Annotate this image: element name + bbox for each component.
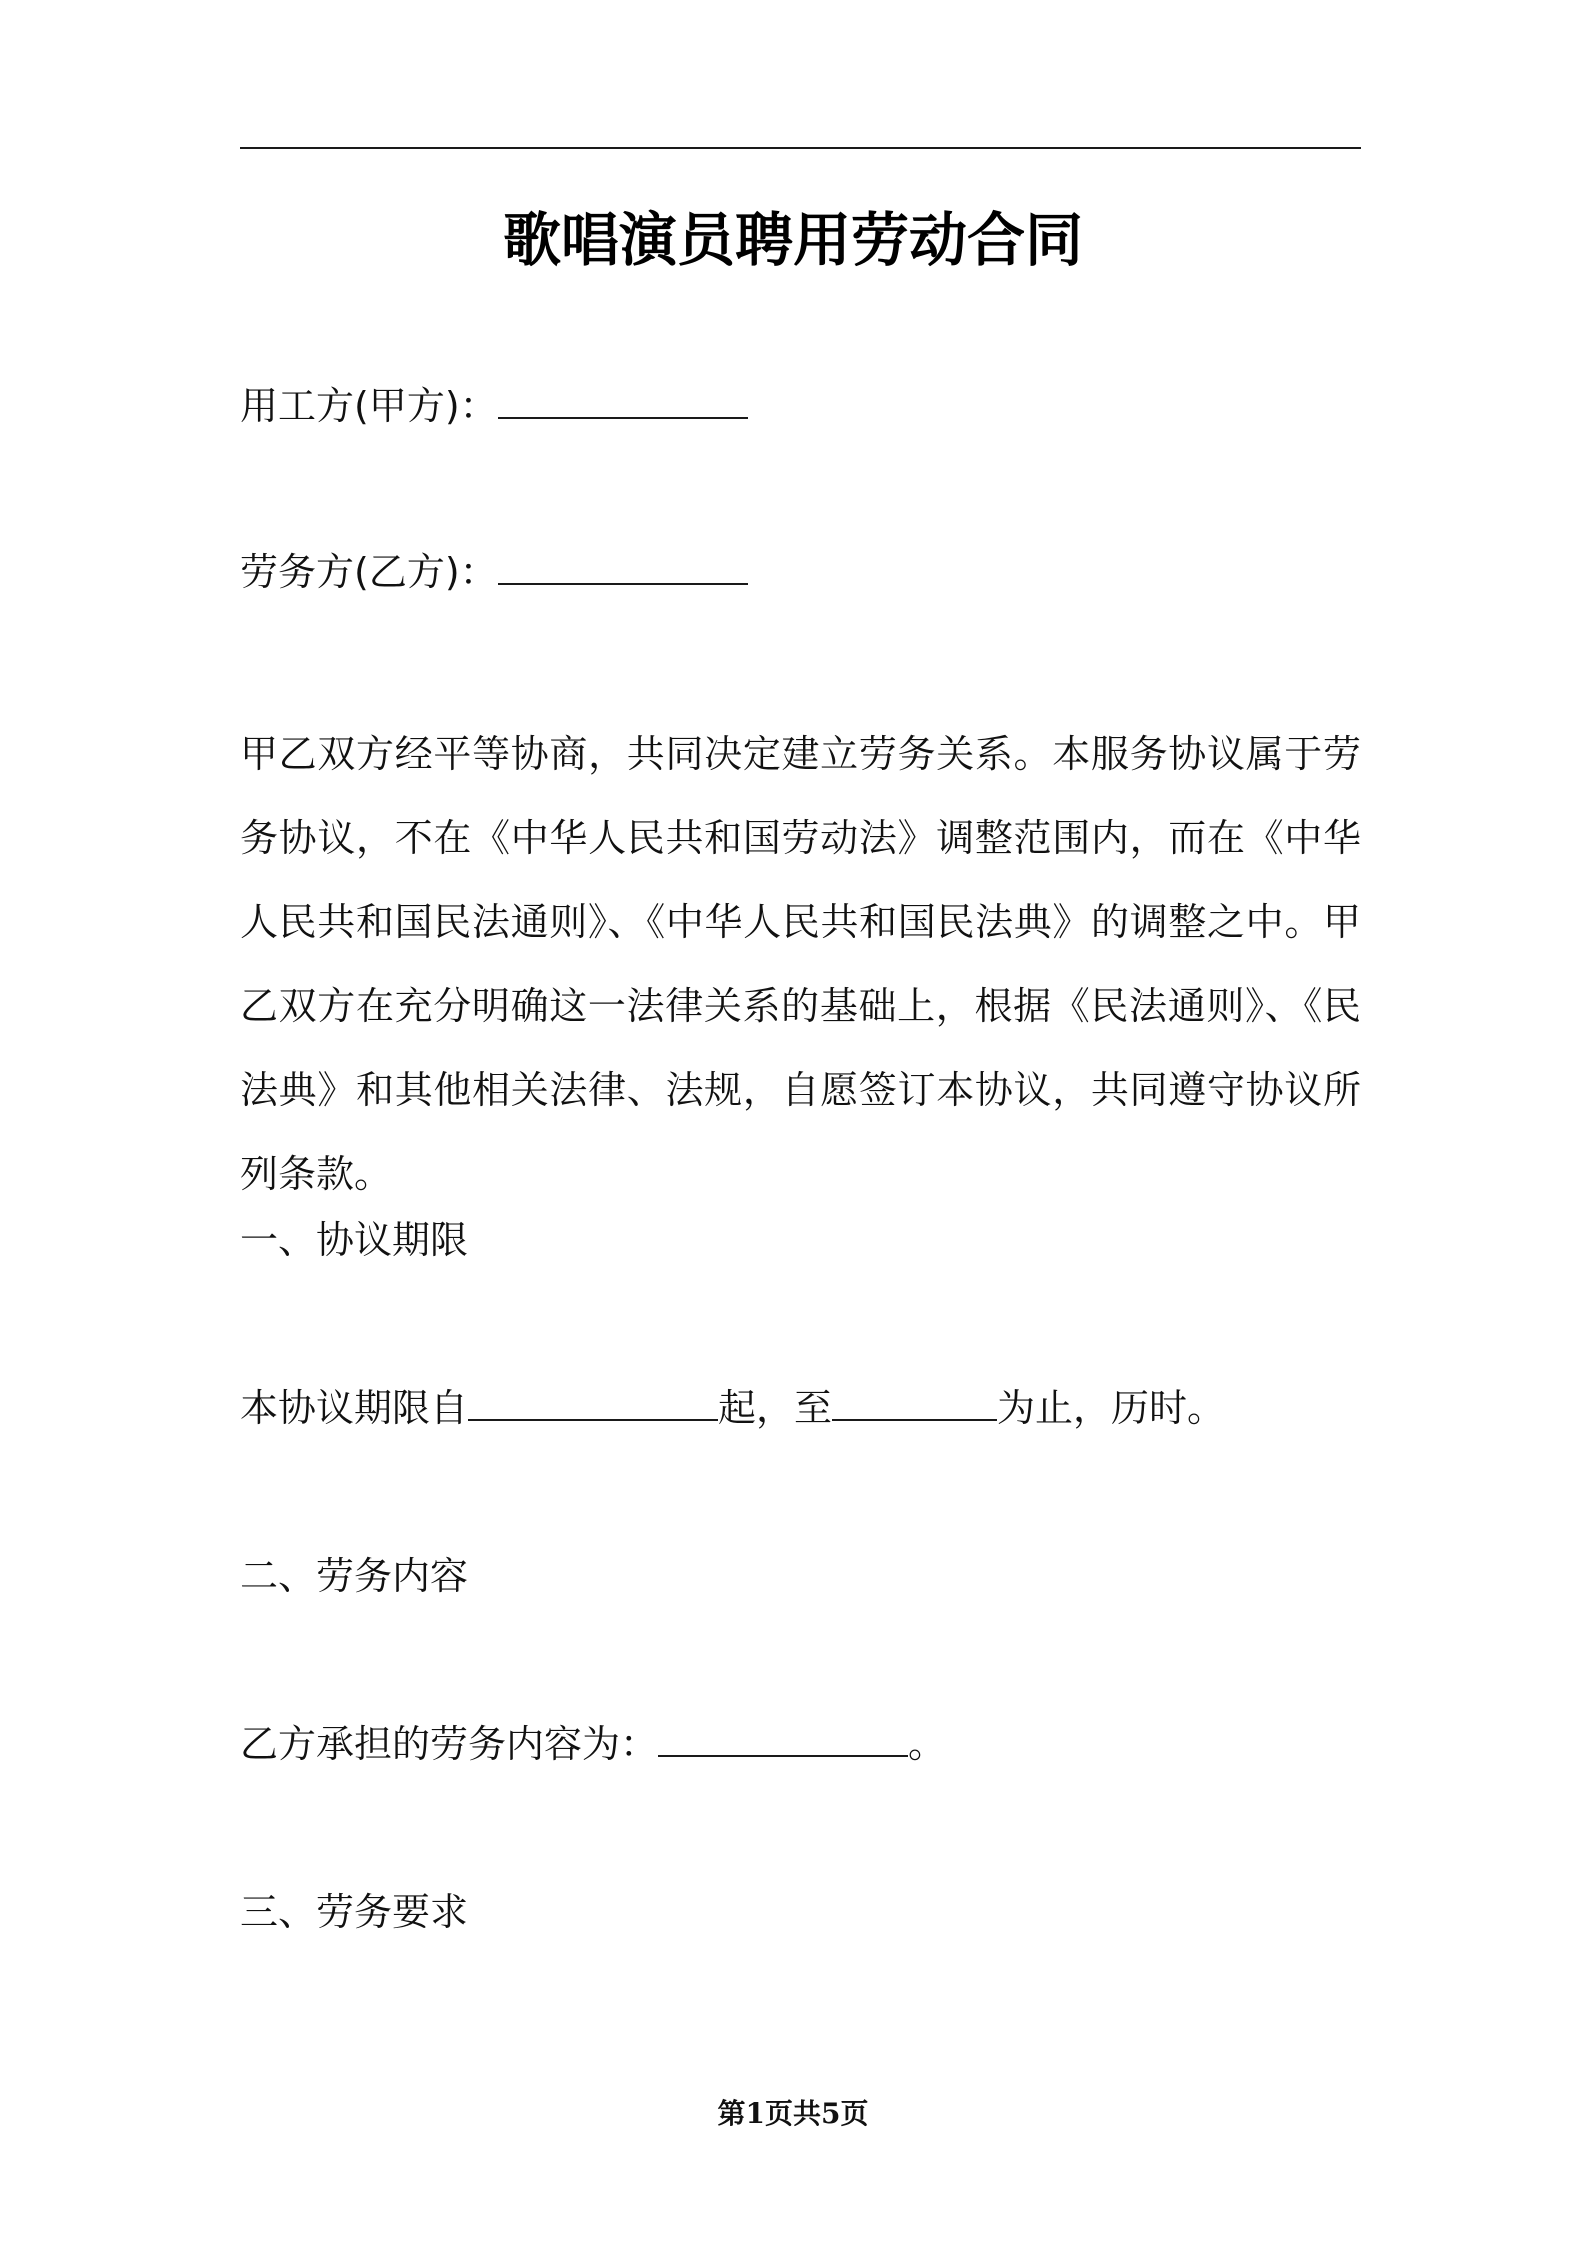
document-title: 歌唱演员聘用劳动合同 bbox=[502, 206, 1083, 274]
term-prefix: 本协议期限自 bbox=[240, 1386, 469, 1430]
service-content-blank[interactable] bbox=[658, 1719, 908, 1757]
section1-text bbox=[240, 1382, 1225, 1434]
section2-heading: 二、劳务内容 bbox=[240, 1554, 469, 1598]
section1-heading: 一、协议期限 bbox=[240, 1218, 469, 1262]
party-b-blank[interactable] bbox=[498, 547, 748, 585]
term-end-blank[interactable] bbox=[832, 1383, 997, 1421]
page-indicator: 第1页共5页 bbox=[717, 2097, 869, 2130]
party-a-label: 用工方(甲方)： bbox=[240, 384, 498, 428]
term-middle: 起，至 bbox=[718, 1386, 833, 1430]
term-suffix: 为止，历时。 bbox=[997, 1386, 1226, 1430]
party-b-line bbox=[240, 546, 748, 598]
intro-paragraph: 甲乙双方经平等协商，共同决定建立劳务关系。本服务协议属于劳务协议，不在《中华人民共和国劳动法》调整范围内，而在《中华人民共和国民法通则》、《中华人民共和国民法典》的调整之中。甲乙双方在充分明确这一法律关系的基础上，根据《民法通则》、《民法典》和其他相关法律、法规，自愿签订本协议，共同遵守协议所列条款。 bbox=[240, 732, 1361, 1196]
party-a-blank[interactable] bbox=[498, 381, 748, 419]
header-rule bbox=[240, 147, 1361, 149]
service-content-label: 乙方承担的劳务内容为： bbox=[240, 1722, 659, 1766]
term-start-blank[interactable] bbox=[468, 1383, 718, 1421]
party-a-line bbox=[240, 380, 748, 432]
section2-text bbox=[240, 1718, 946, 1770]
party-b-label: 劳务方(乙方)： bbox=[240, 550, 498, 594]
section3-heading: 三、劳务要求 bbox=[240, 1890, 469, 1934]
service-content-end: 。 bbox=[908, 1722, 947, 1766]
